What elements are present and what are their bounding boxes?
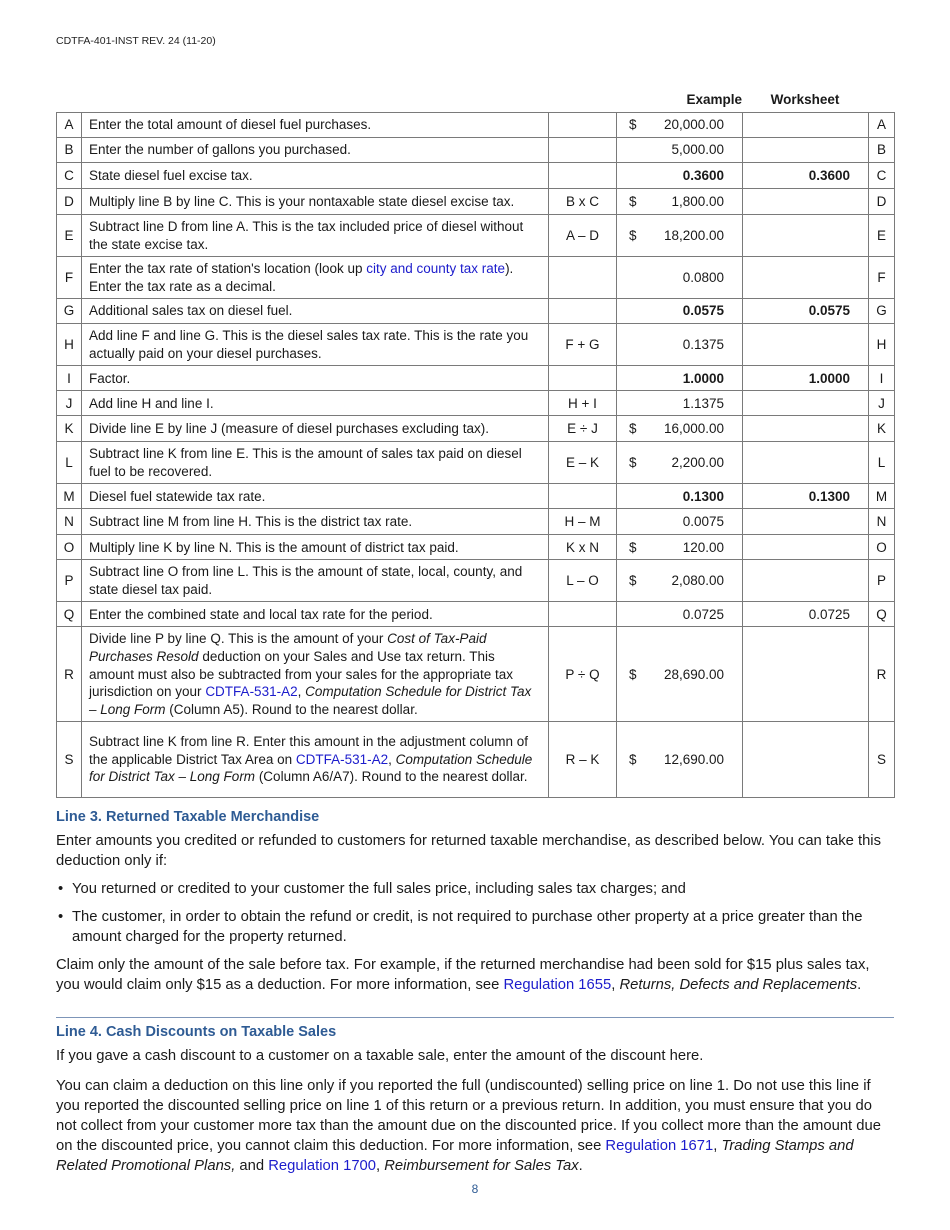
dollar-sign: $	[629, 539, 637, 555]
line-letter: K	[869, 416, 895, 442]
line-description	[82, 484, 549, 509]
line-letter: A	[869, 113, 895, 138]
text: (Column A6/A7). Round to the nearest dollar.	[255, 769, 528, 785]
line-formula	[549, 257, 617, 299]
line-description	[82, 257, 549, 299]
line-letter: K	[57, 416, 82, 442]
example-value: 0.0075	[682, 514, 724, 530]
line-letter: J	[869, 391, 895, 416]
worksheet-input-cell[interactable]	[743, 442, 869, 484]
worksheet-input-cell[interactable]	[743, 535, 869, 560]
example-value-cell	[617, 442, 743, 484]
dollar-sign: $	[629, 227, 637, 243]
text: Subtract line K from line E. This is the amount of sales tax paid on diesel fuel to be recovered.	[89, 446, 522, 479]
line4-section	[56, 1023, 894, 1176]
line-formula: P ÷ Q	[549, 627, 617, 722]
schedule-title: Computation Schedule for District Tax – Long Form	[89, 684, 532, 717]
table-row	[57, 391, 895, 416]
example-value: 0.0800	[682, 269, 724, 285]
line3-conditions	[56, 879, 894, 947]
table-row	[57, 560, 895, 602]
example-value-cell	[617, 324, 743, 366]
line-letter: E	[869, 215, 895, 257]
table-row	[57, 189, 895, 215]
line-description	[82, 215, 549, 257]
example-value: 12,690.00	[663, 751, 724, 767]
worksheet-input-cell[interactable]	[743, 189, 869, 215]
dollar-sign: $	[629, 455, 637, 471]
example-value: 0.0725	[682, 606, 724, 622]
text: Enter the number of gallons you purchased.	[89, 142, 351, 158]
text: State diesel fuel excise tax.	[89, 167, 253, 183]
example-value-cell	[617, 138, 743, 163]
example-value: 0.1375	[682, 336, 724, 352]
worksheet-input-cell[interactable]: 1.0000	[743, 366, 869, 391]
line-letter: S	[57, 722, 82, 798]
line3-intro: Enter amounts you credited or refunded to customers for returned taxable merchandise, as described below. You can take this deduction only if:	[56, 832, 881, 869]
text: Subtract line D from line A. This is the tax included price of diesel without the state excise tax.	[89, 219, 524, 252]
dollar-sign: $	[629, 573, 637, 589]
line-formula	[549, 138, 617, 163]
regulation-1655-link[interactable]: Regulation 1655	[503, 977, 612, 994]
example-value-cell	[617, 560, 743, 602]
text: ,	[611, 977, 620, 994]
regulation-1700-link[interactable]: Regulation 1700	[268, 1158, 377, 1175]
worksheet-input-cell[interactable]	[743, 509, 869, 535]
diesel-worksheet	[56, 90, 894, 785]
text: ,	[713, 1138, 722, 1155]
text: Additional sales tax on diesel fuel.	[89, 303, 293, 319]
dollar-sign: $	[629, 666, 637, 682]
line-description	[82, 366, 549, 391]
line-letter: I	[869, 366, 895, 391]
line-formula: H + I	[549, 391, 617, 416]
example-value: 16,000.00	[663, 421, 724, 436]
text: deduction on your Sales and Use tax return. This amount must also be subtracted from your sales for the appropriate tax jurisdiction on your	[89, 649, 513, 700]
example-value-cell	[617, 627, 743, 722]
line-letter: D	[57, 189, 82, 215]
line-description	[82, 138, 549, 163]
example-value: 2,200.00	[671, 455, 724, 471]
line-letter: L	[57, 442, 82, 484]
line-letter: B	[57, 138, 82, 163]
text: Enter the tax rate of station's location (look up	[89, 261, 367, 277]
line-description	[82, 189, 549, 215]
line-formula: K x N	[549, 535, 617, 560]
table-row	[57, 324, 895, 366]
text: ). Enter the tax rate as a decimal.	[89, 261, 514, 294]
example-value: 1.0000	[682, 370, 724, 386]
table-row	[57, 722, 895, 798]
table-row	[57, 138, 895, 163]
table-row	[57, 484, 895, 509]
deduction-name: Cost of Tax-Paid Purchases Resold	[89, 631, 487, 665]
text: Add line H and line I.	[89, 395, 214, 411]
line-formula: E – K	[549, 442, 617, 484]
text: Subtract line O from line L. This is the amount of state, local, county, and state diesel tax paid.	[89, 564, 523, 597]
text: ,	[376, 1158, 385, 1175]
line-description	[82, 113, 549, 138]
table-row	[57, 509, 895, 535]
dollar-sign: $	[629, 117, 637, 133]
worksheet-input-cell[interactable]	[743, 215, 869, 257]
worksheet-input-cell[interactable]	[743, 324, 869, 366]
line-letter: F	[869, 257, 895, 299]
line-letter: J	[57, 391, 82, 416]
line-letter: I	[57, 366, 82, 391]
line-letter: N	[869, 509, 895, 535]
text: ,	[388, 751, 396, 767]
line-letter: H	[869, 324, 895, 366]
schedule-title: Computation Schedule for District Tax – Long Form	[89, 751, 533, 785]
line-formula: L – O	[549, 560, 617, 602]
regulation-title: Trading Stamps and Related Promotional Plans,	[56, 1138, 854, 1175]
line-letter: A	[57, 113, 82, 138]
dollar-sign: $	[629, 193, 637, 209]
regulation-title: Reimbursement for Sales Tax	[384, 1158, 579, 1175]
line-letter: Q	[869, 602, 895, 627]
text: Claim only the amount of the sale before tax. For example, if the returned merchandise had been sold for $15 plus sales tax, you would claim only $15 as a deduction. For more information, see	[56, 957, 870, 994]
text: Divide line P by line Q. This is the amount of your	[89, 631, 388, 647]
table-row	[57, 416, 895, 442]
text: Multiply line K by line N. This is the amount of district tax paid.	[89, 539, 459, 555]
worksheet-input-cell[interactable]: 0.3600	[743, 163, 869, 189]
line-letter: H	[57, 324, 82, 366]
worksheet-input-cell[interactable]	[743, 391, 869, 416]
example-value-cell	[617, 484, 743, 509]
example-value-cell	[617, 722, 743, 798]
line4-intro: If you gave a cash discount to a customer on a taxable sale, enter the amount of the discount here.	[56, 1047, 704, 1064]
table-row	[57, 299, 895, 324]
line4-heading: Line 4. Cash Discounts on Taxable Sales	[56, 1024, 337, 1040]
text: ,	[297, 684, 306, 700]
table-row	[57, 215, 895, 257]
example-value-cell	[617, 366, 743, 391]
example-value-cell	[617, 509, 743, 535]
line-description	[82, 163, 549, 189]
line-letter: D	[869, 189, 895, 215]
text: Enter the total amount of diesel fuel purchases.	[89, 117, 372, 133]
line-formula	[549, 602, 617, 627]
section-divider	[56, 1017, 894, 1018]
example-value: 1,800.00	[671, 193, 724, 209]
list-item: • You returned or credited to your customer the full sales price, including sales tax charges; and	[56, 879, 894, 899]
line-description	[82, 722, 549, 798]
worksheet-input-cell[interactable]	[743, 627, 869, 722]
worksheet-input-cell[interactable]	[743, 722, 869, 798]
example-value-cell	[617, 163, 743, 189]
line-letter: N	[57, 509, 82, 535]
example-value: 2,080.00	[671, 573, 724, 589]
line-formula: F + G	[549, 324, 617, 366]
table-row	[57, 366, 895, 391]
worksheet-input-cell[interactable]	[743, 560, 869, 602]
example-value: 18,200.00	[663, 227, 724, 243]
line-letter: O	[57, 535, 82, 560]
line-description	[82, 324, 549, 366]
worksheet-input-cell[interactable]	[743, 138, 869, 163]
example-value: 120.00	[682, 539, 724, 555]
line-letter: F	[57, 257, 82, 299]
line-letter: G	[869, 299, 895, 324]
line-letter: C	[869, 163, 895, 189]
line-description	[82, 299, 549, 324]
line4-body-paragraph	[56, 1076, 894, 1177]
example-value-cell	[617, 602, 743, 627]
line-formula: H – M	[549, 509, 617, 535]
tax-rate-link[interactable]: city and county tax rate	[366, 261, 506, 277]
example-column-header: Example	[686, 92, 742, 107]
example-value: 5,000.00	[671, 142, 724, 158]
text: You can claim a deduction on this line only if you reported the full (undiscounted) selling price on line 1. Do not use this line if you reported the discounted selling price on line 1 of this return or a previous return. In addition, you must ensure that you do not collect from your customer more tax than the amount due on the discounted price. If you collect more than the amount due on the discounted price, you cannot claim this deduction. For more information, see	[56, 1077, 881, 1155]
line-formula	[549, 299, 617, 324]
line-formula: A – D	[549, 215, 617, 257]
line-letter: S	[869, 722, 895, 798]
text: Add line F and line G. This is the diesel sales tax rate. This is the rate you actually paid on your diesel purchases.	[89, 328, 529, 361]
worksheet-input-cell[interactable]	[743, 257, 869, 299]
line-description	[82, 391, 549, 416]
page-number: 8	[471, 1182, 479, 1196]
example-value-cell	[617, 535, 743, 560]
line-description	[82, 602, 549, 627]
example-value: 0.1300	[682, 488, 724, 504]
line-letter: E	[57, 215, 82, 257]
line3-section	[56, 808, 894, 995]
line-letter: G	[57, 299, 82, 324]
line-description	[82, 416, 549, 442]
table-row	[57, 442, 895, 484]
line-letter: C	[57, 163, 82, 189]
text: .	[578, 1158, 583, 1175]
worksheet-table	[56, 112, 895, 798]
example-value-cell	[617, 215, 743, 257]
worksheet-input-cell[interactable]: 0.0575	[743, 299, 869, 324]
worksheet-column-headers	[56, 90, 894, 112]
line3-heading: Line 3. Returned Taxable Merchandise	[56, 809, 320, 825]
table-row	[57, 627, 895, 722]
text: Multiply line B by line C. This is your nontaxable state diesel excise tax.	[89, 193, 515, 209]
example-value: 0.3600	[682, 167, 724, 183]
worksheet-column-header: Worksheet	[770, 92, 840, 107]
text: Factor.	[89, 370, 131, 386]
line-formula	[549, 163, 617, 189]
line-letter: L	[869, 442, 895, 484]
example-value: 1.1375	[682, 395, 724, 411]
worksheet-input-cell[interactable]: 0.1300	[743, 484, 869, 509]
text: Divide line E by line J (measure of diesel purchases excluding tax).	[89, 421, 489, 436]
line-letter: Q	[57, 602, 82, 627]
line-letter: R	[869, 627, 895, 722]
dollar-sign: $	[629, 751, 637, 767]
line-formula: B x C	[549, 189, 617, 215]
line-letter: P	[57, 560, 82, 602]
form-531-a2-link[interactable]: CDTFA-531-A2	[205, 684, 298, 700]
example-value-cell	[617, 189, 743, 215]
example-value: 0.0575	[682, 303, 724, 319]
line-letter: O	[869, 535, 895, 560]
example-value-cell	[617, 299, 743, 324]
example-value: 28,690.00	[663, 666, 724, 682]
form-revision-header: CDTFA-401-INST REV. 24 (11-20)	[56, 35, 216, 47]
line-description	[82, 535, 549, 560]
example-value-cell	[617, 416, 743, 442]
regulation-title: Returns, Defects and Replacements	[619, 977, 858, 994]
table-row	[57, 257, 895, 299]
regulation-1671-link[interactable]: Regulation 1671	[605, 1138, 714, 1155]
form-531-a2-link[interactable]: CDTFA-531-A2	[295, 751, 389, 767]
table-row	[57, 113, 895, 138]
line-formula	[549, 113, 617, 138]
line-letter: M	[869, 484, 895, 509]
line-letter: P	[869, 560, 895, 602]
line-description	[82, 509, 549, 535]
worksheet-input-cell[interactable]	[743, 416, 869, 442]
table-row	[57, 602, 895, 627]
example-value-cell	[617, 257, 743, 299]
line-letter: M	[57, 484, 82, 509]
text: Diesel fuel statewide tax rate.	[89, 488, 266, 504]
line-letter: B	[869, 138, 895, 163]
example-value: 20,000.00	[663, 117, 724, 133]
line-description	[82, 560, 549, 602]
line-formula	[549, 366, 617, 391]
example-value-cell	[617, 391, 743, 416]
text: Subtract line M from line H. This is the district tax rate.	[89, 514, 413, 530]
dollar-sign: $	[629, 421, 637, 436]
text: (Column A5). Round to the nearest dollar.	[165, 701, 418, 717]
line-formula	[549, 484, 617, 509]
line-description	[82, 627, 549, 722]
text: and	[235, 1158, 269, 1175]
list-item: • The customer, in order to obtain the refund or credit, is not required to purchase other property at a price greater than the amount charged for the property returned.	[56, 907, 894, 947]
line-formula: R – K	[549, 722, 617, 798]
line-formula: E ÷ J	[549, 416, 617, 442]
line3-claim-paragraph	[56, 955, 894, 995]
text: Enter the combined state and local tax rate for the period.	[89, 606, 433, 622]
line-description	[82, 442, 549, 484]
line-letter: R	[57, 627, 82, 722]
table-row	[57, 535, 895, 560]
text: .	[857, 977, 862, 994]
text: Subtract line K from line R. Enter this amount in the adjustment column of the applicable District Tax Area on	[89, 734, 528, 767]
worksheet-input-cell[interactable]	[743, 113, 869, 138]
worksheet-input-cell[interactable]: 0.0725	[743, 602, 869, 627]
example-value-cell	[617, 113, 743, 138]
table-row	[57, 163, 895, 189]
